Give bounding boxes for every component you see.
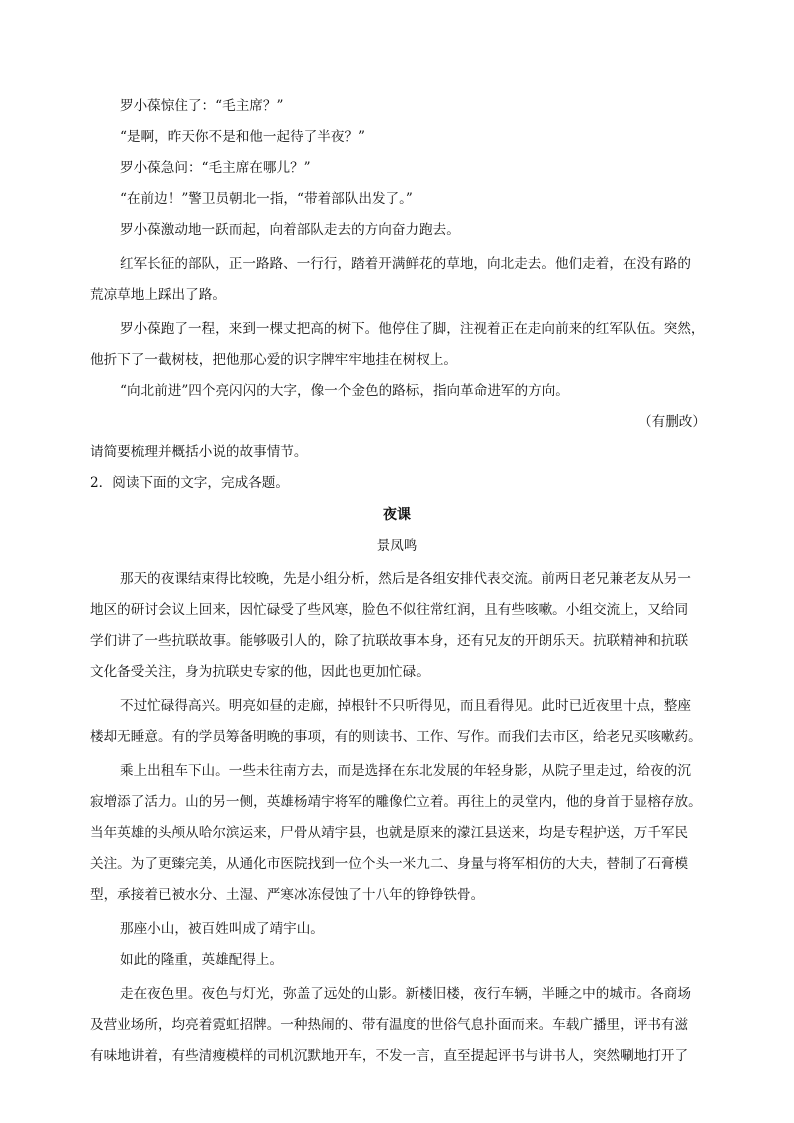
body-line: 关注。为了更臻完美，从通化市医院找到一位个头一米九二、身量与将军相仿的大夫，替制了石膏模 [90,856,689,872]
body-line: 罗小葆跑了一程，来到一棵丈把高的树下。他停住了脚，注视着正在走向前来的红军队伍。突然， [120,321,705,337]
body-line: 如此的隆重，英雄配得上。 [120,952,284,968]
body-line: 有味地讲着，有些清瘦模样的司机沉默地开车，不发一言，直至提起评书与讲书人，突然唰地打开了 [90,1048,689,1064]
body-line: 走在夜色里。夜色与灯光，弥盖了远处的山影。新楼旧楼，夜行车辆，半睡之中的城市。各商场 [120,986,691,1002]
article-title: 夜课 [383,507,411,523]
body-line: “向北前进”四个亮闪闪的大字，像一个金色的路标，指向革命进军的方向。 [120,383,569,399]
body-line: 地区的研讨会议上回来，因忙碌受了些风寒，脸色不似往常红润，且有些咳嗽。小组交流上，又给同 [90,602,689,618]
body-line: 他折下了一截树枝，把他那心爱的识字牌牢牢地挂在树杈上。 [90,352,458,368]
body-line: 罗小葆急问：“毛主席在哪儿？” [120,160,311,176]
body-line: 当年英雄的头颅从哈尔滨运来，尸骨从靖宇县，也就是原来的濛江县送来，均是专程护送，万千军民 [90,825,689,841]
body-line: 楼却无睡意。有的学员筹备明晚的事项，有的则读书、工作、写作。而我们去市区，给老兄买咳嗽药。 [90,729,702,745]
question-number: 2．阅读下面的文字，完成各题。 [90,475,289,491]
body-line: “在前边！”警卫员朝北一指，“带着部队出发了。” [120,191,413,207]
body-line: 那天的夜课结束得比较晚，先是小组分析，然后是各组安排代表交流。前两日老兄兼老友从另一 [120,571,691,587]
body-line: 乘上出租车下山。一些未往南方去，而是选择在东北发展的年轻身影，从院子里走过，给夜的沉 [120,763,691,779]
body-line: 学们讲了一些抗联故事。能够吸引人的，除了抗联故事本身，还有兄友的开朗乐天。抗联精神和抗联 [90,633,689,649]
article-author: 景凤鸣 [376,538,418,554]
question-prompt: 请简要梳理并概括小说的故事情节。 [90,444,308,460]
body-line: 红军长征的部队，正一路路、一行行，踏着开满鲜花的草地，向北走去。他们走着，在没有路的 [120,256,691,272]
body-line: 罗小葆激动地一跃而起，向着部队走去的方向奋力跑去。 [120,222,460,238]
body-line: “是啊，昨天你不是和他一起待了半夜？” [120,129,365,145]
body-line: 型，承接着已被水分、土湿、严寒冰冻侵蚀了十八年的铮铮铁骨。 [90,887,485,903]
body-line: 文化备受关注，身为抗联史专家的他，因此也更加忙碌。 [90,664,430,680]
body-line: 罗小葆惊住了：“毛主席？” [120,98,284,114]
body-line: 不过忙碌得高兴。明亮如昼的走廊，掉根针不只听得见，而且看得见。此时已近夜里十点，整座 [120,698,691,714]
body-line: 那座小山，被百姓叫成了靖宇山。 [120,921,324,937]
body-line: 荒凉草地上踩出了路。 [90,287,226,303]
source-note: （有删改） [638,414,706,430]
body-line: 寂增添了活力。山的另一侧，英雄杨靖宇将军的雕像伫立着。再往上的灵堂内，他的身首于显榕存放。 [90,794,702,810]
body-line: 及营业场所，均亮着霓虹招牌。一种热闹的、带有温度的世俗气息扑面而来。车载广播里，评书有滋 [90,1017,689,1033]
